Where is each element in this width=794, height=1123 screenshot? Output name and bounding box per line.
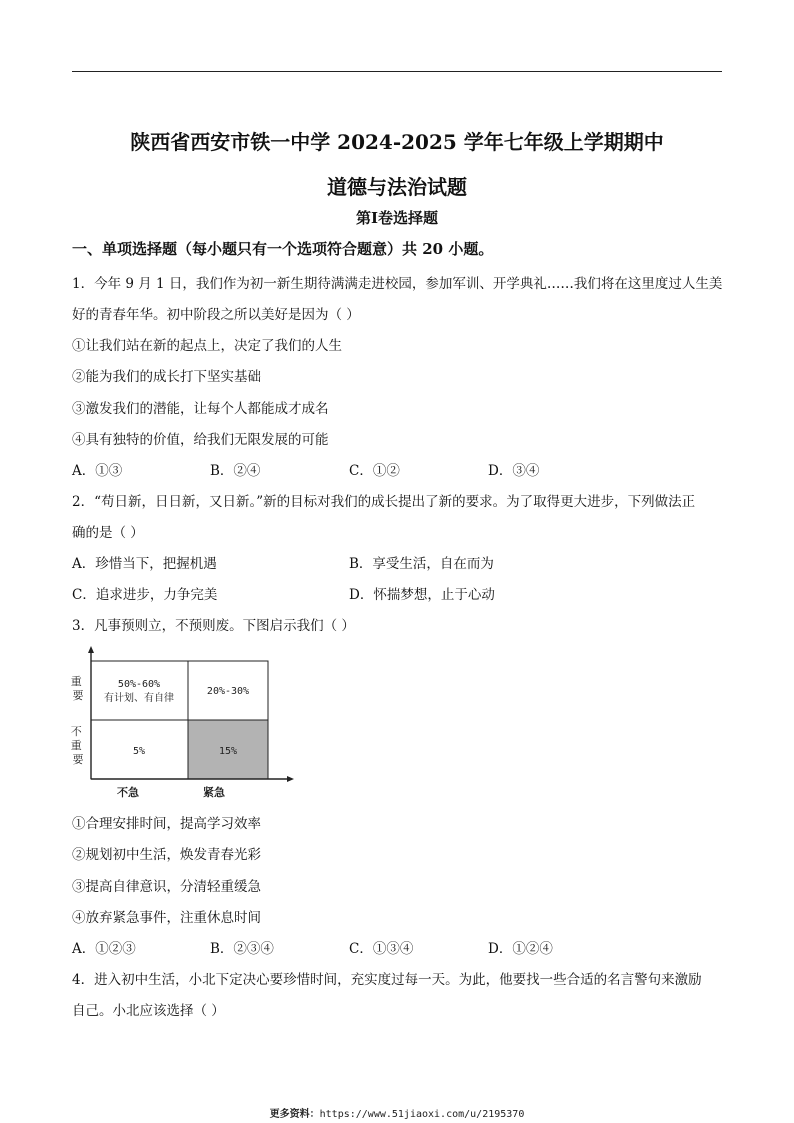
q2-stem-line2: 确的是（ ） xyxy=(72,525,144,541)
y-label-not-important xyxy=(71,725,86,766)
footer xyxy=(0,1105,794,1120)
q1-item-4: ④具有独特的价值，给我们无限发展的可能 xyxy=(72,432,329,448)
q1-item-1: ①让我们站在新的起点上，决定了我们的人生 xyxy=(72,338,342,354)
y-label-not-important-char3: 要 xyxy=(72,753,84,766)
cell-label-15: 15% xyxy=(218,746,238,757)
cell-label-20-30: 20%-30% xyxy=(206,686,250,697)
x-label-urgent: 紧急 xyxy=(203,786,225,799)
q3-item-3: ③提高自律意识，分清轻重缓急 xyxy=(72,879,261,895)
q1-stem-line1: 1．今年 9 月 1 日，我们作为初一新生期待满满走进校园，参加军训、开学典礼……我们将在这里度过人生美 xyxy=(72,276,723,292)
q2-option-b: B．享受生活，自在而为 xyxy=(349,556,494,572)
q3-option-d: D．①②④ xyxy=(488,941,553,957)
q3-stem: 3．凡事预则立，不预则废。下图启示我们（ ） xyxy=(72,618,355,634)
q2-option-d: D．怀揣梦想，止于心动 xyxy=(349,587,495,603)
q3-option-a: A．①②③ xyxy=(72,941,136,957)
priority-matrix-chart xyxy=(66,645,306,805)
q3-option-c: C．①③④ xyxy=(349,941,414,957)
cell-label-5: 5% xyxy=(132,746,146,757)
q1-option-b: B．②④ xyxy=(210,463,261,479)
volume-heading: 第Ⅰ卷选择题 xyxy=(355,209,439,227)
q2-option-a: A．珍惜当下，把握机遇 xyxy=(72,556,217,572)
footer-url[interactable]: https://www.51jiaoxi.com/u/2195370 xyxy=(319,1109,525,1120)
q4-stem-line2: 自己。小北应该选择（ ） xyxy=(72,1003,225,1019)
q3-item-2: ②规划初中生活，焕发青春光彩 xyxy=(72,847,261,863)
y-label-not-important-char1: 不 xyxy=(70,725,82,738)
y-axis-arrow xyxy=(88,646,94,653)
x-axis-arrow xyxy=(287,776,294,782)
y-label-important xyxy=(71,674,86,702)
y-label-important-char2: 要 xyxy=(72,689,84,702)
header-rule xyxy=(72,71,722,72)
cell-label-plan: 有计划、有自律 xyxy=(104,693,174,704)
cell-important-not-urgent xyxy=(91,661,188,720)
y-label-important-char1: 重 xyxy=(70,675,82,688)
q1-option-d: D．③④ xyxy=(488,463,540,479)
y-label-not-important-char2: 重 xyxy=(70,739,82,752)
x-label-not-urgent: 不急 xyxy=(117,786,139,799)
q1-item-2: ②能为我们的成长打下坚实基础 xyxy=(72,369,261,385)
q1-item-3: ③激发我们的潜能，让每个人都能成才成名 xyxy=(72,401,329,417)
footer-label: 更多资料： xyxy=(269,1109,320,1120)
q2-stem-line1: 2．“苟日新，日日新，又日新。”新的目标对我们的成长提出了新的要求。为了取得更大进步，下列做法正 xyxy=(72,494,696,510)
q3-option-b: B．②③④ xyxy=(210,941,274,957)
q2-option-c: C．追求进步，力争完美 xyxy=(72,587,218,603)
paper-title: 陕西省西安市铁一中学 2024-2025 学年七年级上学期期中 xyxy=(130,130,664,154)
q1-option-c: C．①② xyxy=(349,463,400,479)
q1-option-a: A．①③ xyxy=(72,463,123,479)
q4-stem-line1: 4．进入初中生活，小北下定决心要珍惜时间，充实度过每一天。为此，他要找一些合适的名言警句来激励 xyxy=(72,972,702,988)
section-heading: 一、单项选择题（每小题只有一个选项符合题意）共 20 小题。 xyxy=(72,240,494,258)
paper-subtitle: 道德与法治试题 xyxy=(327,175,467,199)
cell-label-50-60: 50%-60% xyxy=(117,679,161,690)
q3-item-1: ①合理安排时间，提高学习效率 xyxy=(72,816,261,832)
q3-item-4: ④放弃紧急事件，注重休息时间 xyxy=(72,910,261,926)
q1-stem-line2: 好的青春年华。初中阶段之所以美好是因为（ ） xyxy=(72,307,360,323)
